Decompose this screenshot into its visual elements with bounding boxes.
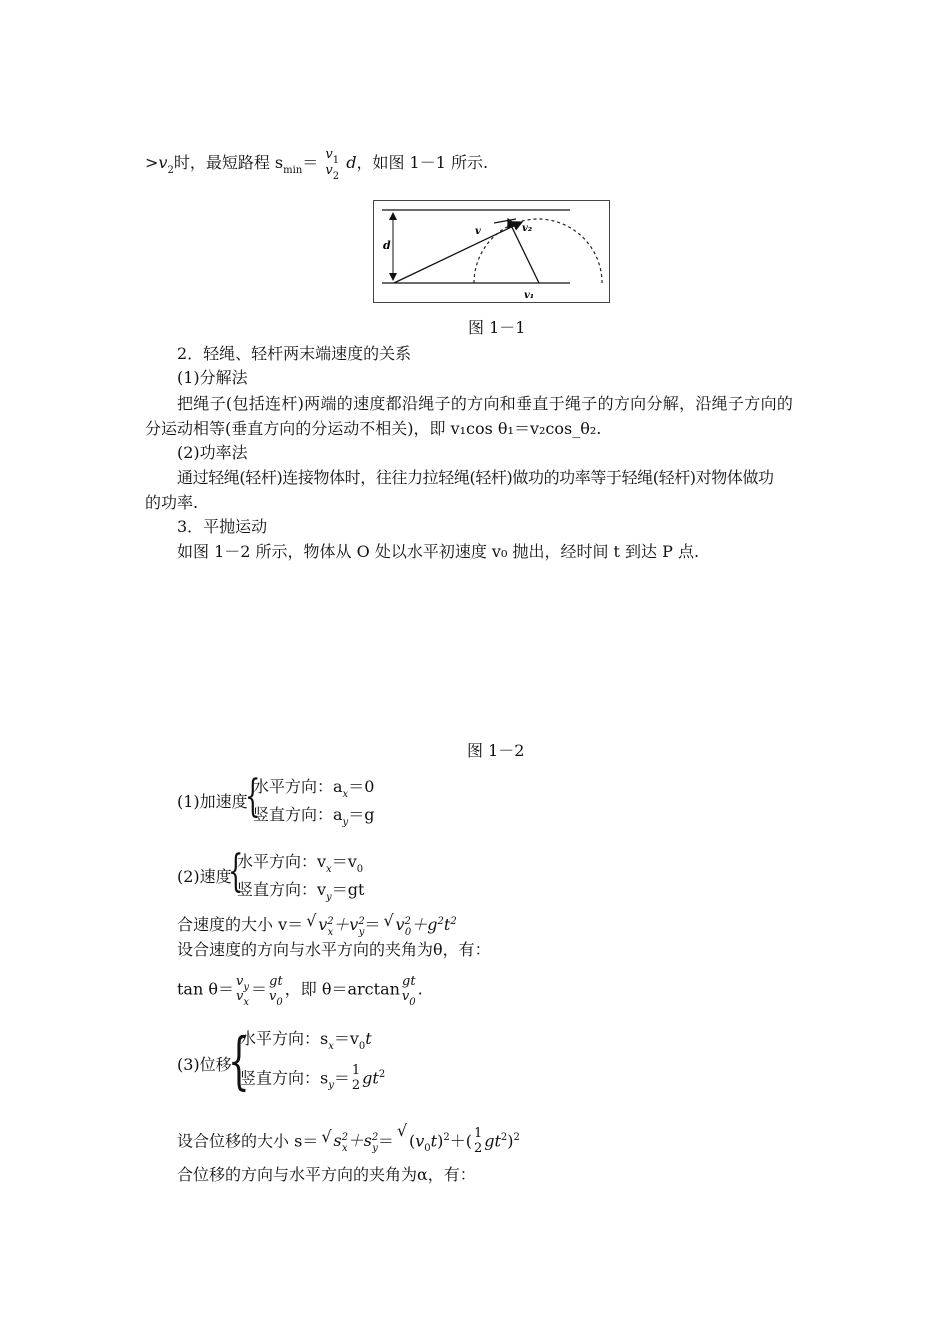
method-1-line-1: 把绳子(包括连杆)两端的速度都沿绳子的方向和垂直于绳子的方向分解，沿绳子方向的 bbox=[177, 394, 794, 413]
section-3-title: 3．平抛运动 bbox=[177, 517, 268, 536]
disp-mag-sqrt-1: √ $s^2_x+s^2_y$ bbox=[323, 1133, 377, 1149]
vel-horizontal: 水平方向：$v_x=v_0$ bbox=[237, 852, 364, 875]
figure-1-1-diagram bbox=[374, 201, 609, 302]
vel-mag-sqrt-2: √ $v^2_0+g^2t^2$ bbox=[385, 917, 456, 933]
top-line: $>v_2$时，最短路程 $s_{min}=$ $v_1$ $v_2$ d，如图 1－1 所示. bbox=[145, 147, 489, 182]
fig1-label-d: d bbox=[383, 239, 391, 252]
vel-mag-sqrt-1: √ $v^2_x+v^2_y$ bbox=[308, 917, 364, 933]
accel-vertical: 竖直方向：$a_y=g$ bbox=[253, 805, 375, 828]
tan-formula: tan θ＝ $v_y$ $v_x$ ＝ gt $v_0$ ，即 θ＝arctan gt $v_0$ . bbox=[177, 974, 423, 1008]
disp-magnitude: 设合位移的大小 s＝ √ $s^2_x+s^2_y=$ √ $(v_0t)^2+$( 1 2 $gt^2)^2$ bbox=[177, 1127, 520, 1157]
vel-brace: { bbox=[228, 846, 244, 897]
disp-vertical: 竖直方向：$s_y=$ 1 2 $gt^2$ bbox=[240, 1063, 386, 1093]
section-2-title: 2．轻绳、轻杆两末端速度的关系 bbox=[177, 344, 412, 363]
accel-horizontal: 水平方向：$a_x=0$ bbox=[253, 777, 375, 800]
figure-1-1-caption: 图 1－1 bbox=[468, 318, 526, 337]
disp-angle-text: 合位移的方向与水平方向的夹角为α，有： bbox=[177, 1165, 476, 1184]
accel-brace: { bbox=[245, 771, 261, 822]
method-2-line-2: 的功率. bbox=[145, 493, 199, 512]
vel-vertical: 竖直方向：$v_y=gt$ bbox=[237, 880, 365, 903]
fraction-v1-v2: $v_1$ $v_2$ bbox=[325, 147, 340, 182]
section-3-intro: 如图 1－2 所示，物体从 O 处以水平初速度 v₀ 抛出，经时间 t 到达 P 点. bbox=[177, 542, 700, 561]
accel-label: (1)加速度 bbox=[177, 792, 248, 811]
method-1-line-2: 分运动相等(垂直方向的分运动不相关)，即 v₁cos θ₁＝v₂cos_θ₂. bbox=[145, 419, 602, 438]
vel-label: (2)速度 bbox=[177, 867, 232, 886]
fig1-label-v: v bbox=[475, 226, 481, 237]
disp-brace: { bbox=[228, 1024, 250, 1097]
prefix: >v bbox=[145, 152, 168, 172]
vel-magnitude: 合速度的大小 v＝ √ $v^2_x+v^2_y=$ √ $v^2_0+g^2t^2$ bbox=[177, 917, 457, 933]
method-2-title: (2)功率法 bbox=[177, 443, 248, 462]
method-1-title: (1)分解法 bbox=[177, 368, 248, 387]
method-2-line-1: 通过轻绳(轻杆)连接物体时，往往力拉轻绳(轻杆)做功的功率等于轻绳(轻杆)对物体做功 bbox=[177, 468, 774, 487]
figure-1-2-caption: 图 1－2 bbox=[467, 741, 525, 760]
disp-mag-sqrt-2: √ $(v_0t)^2+$( 1 2 $gt^2)^2$ bbox=[399, 1127, 520, 1157]
figure-1-1 bbox=[373, 200, 610, 303]
vel-angle-text: 设合速度的方向与水平方向的夹角为θ，有： bbox=[177, 940, 491, 959]
disp-label: (3)位移 bbox=[177, 1055, 232, 1074]
fig1-label-v1: v₁ bbox=[524, 290, 535, 301]
fig1-label-v2: v₂ bbox=[522, 223, 533, 234]
disp-horizontal: 水平方向：$s_x=v_0t$ bbox=[240, 1029, 372, 1052]
